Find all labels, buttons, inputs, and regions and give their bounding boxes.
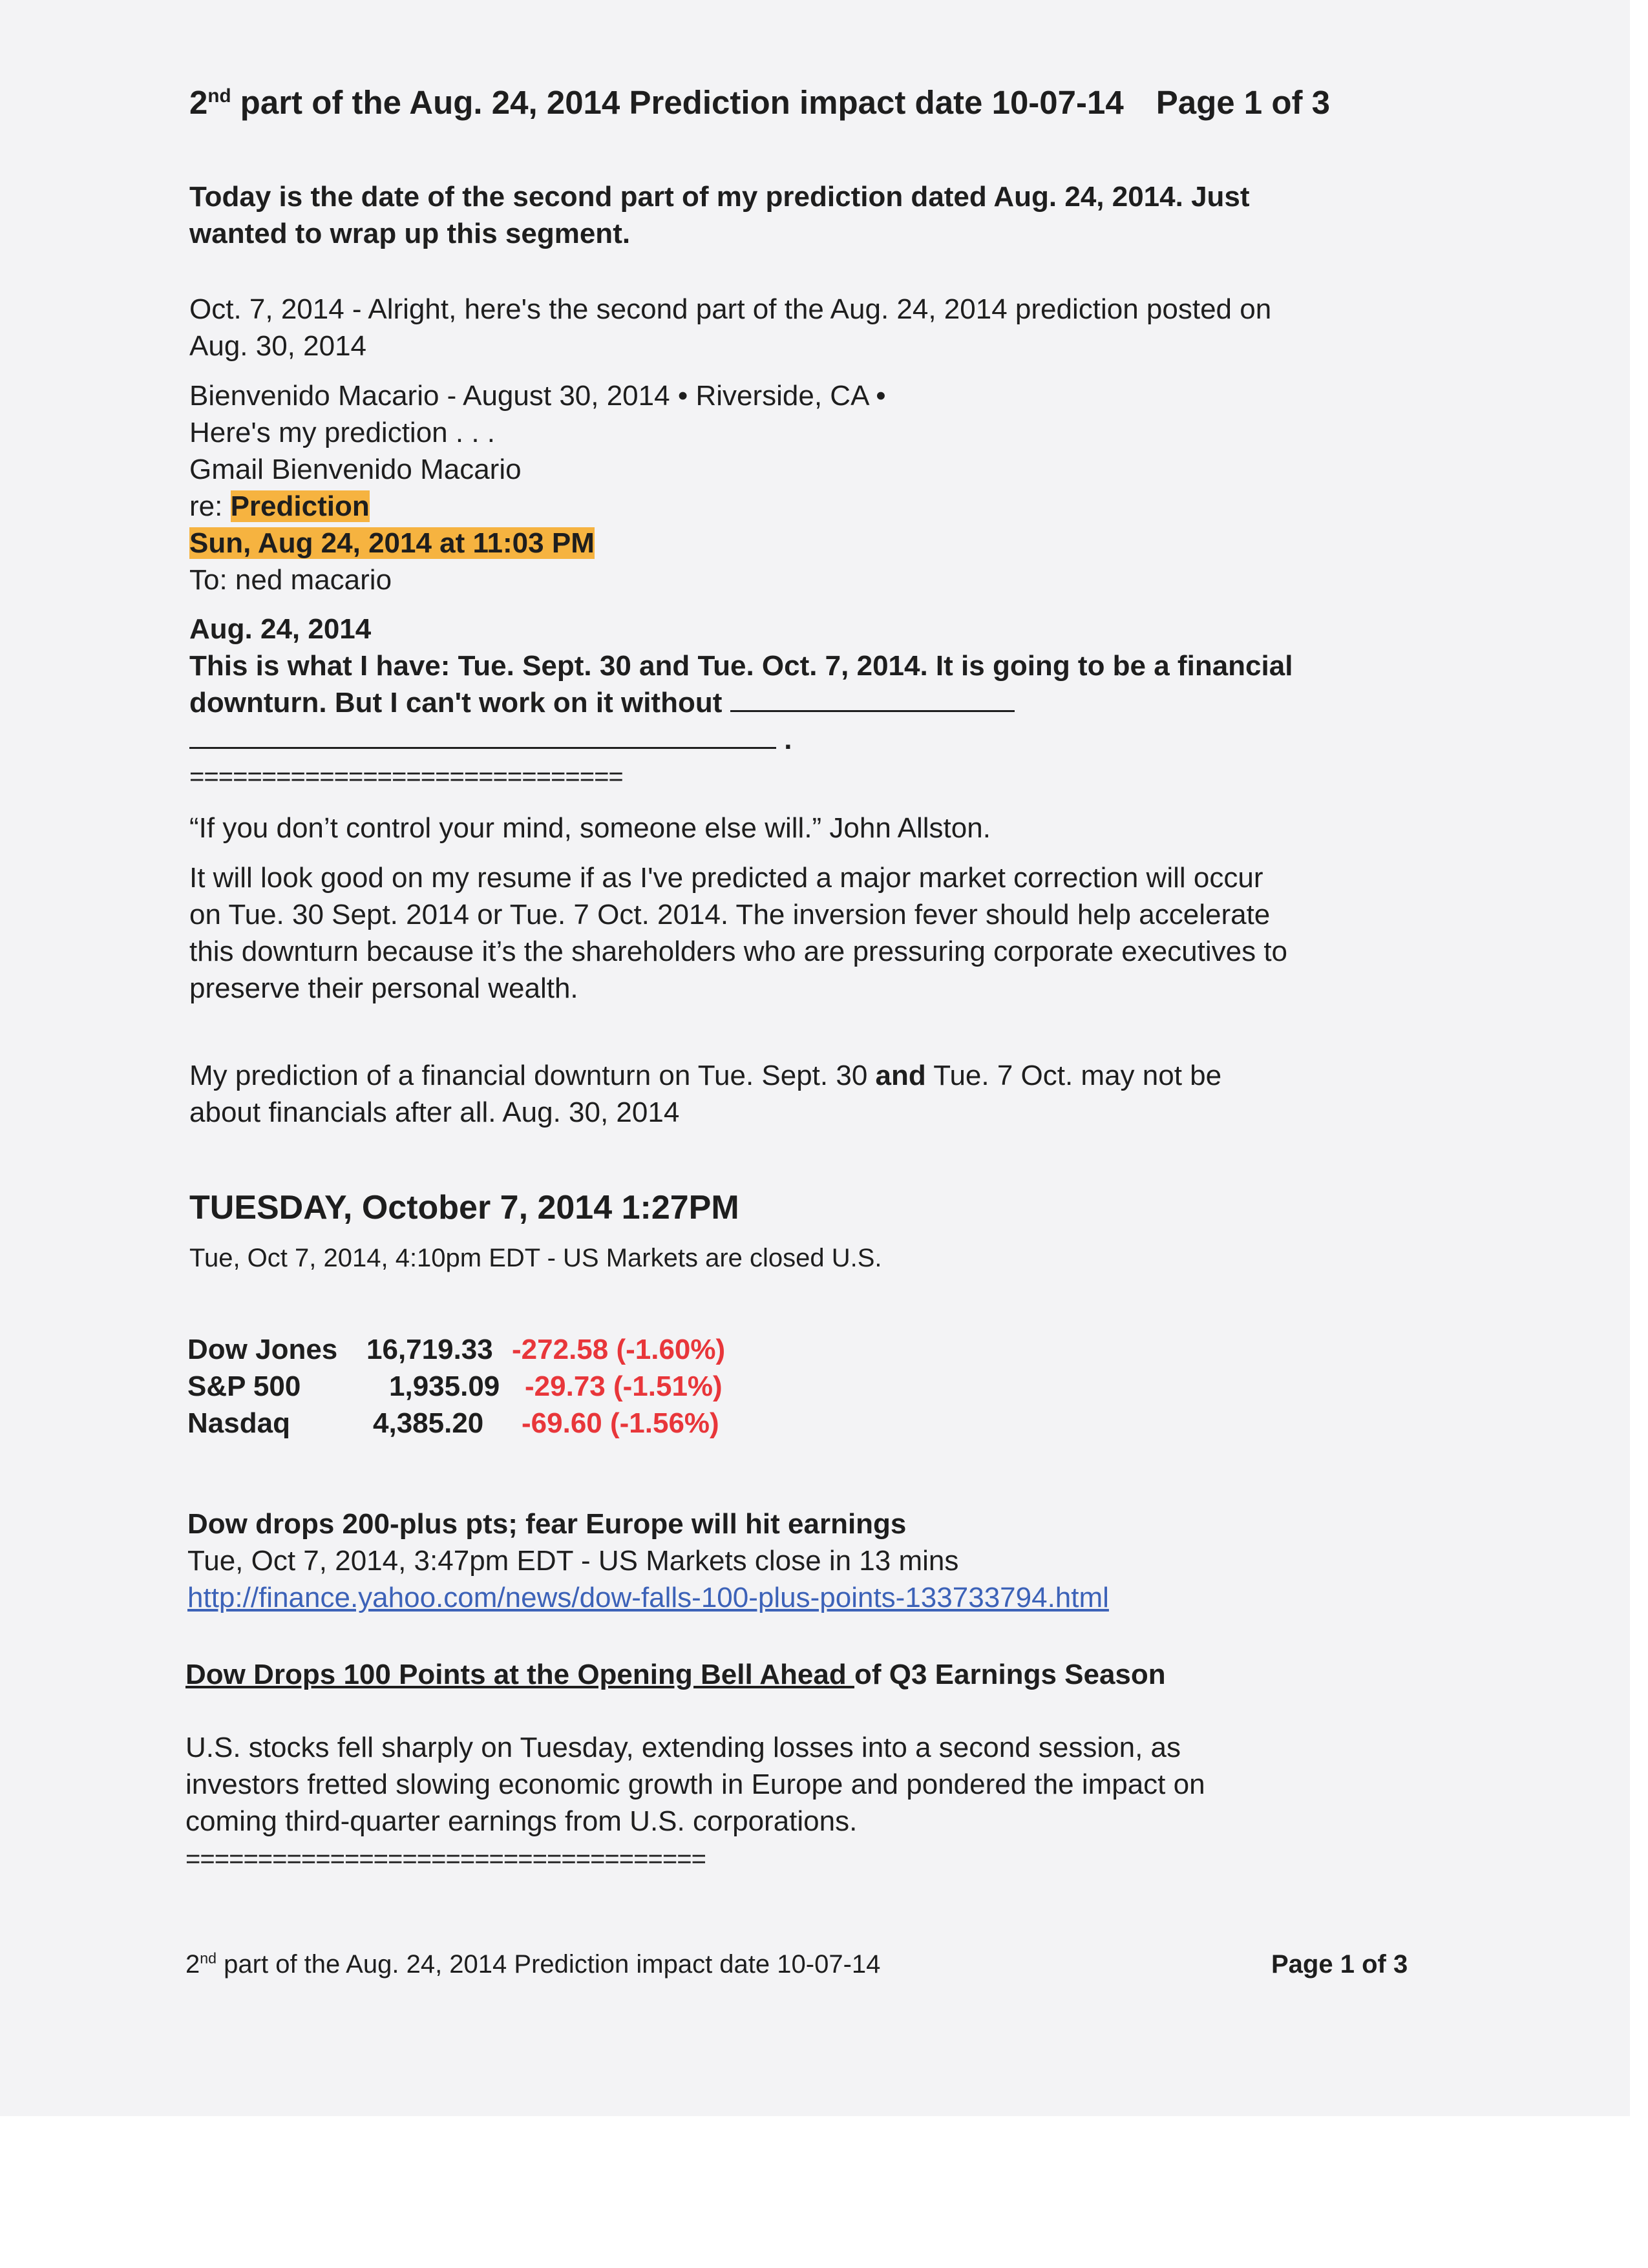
email-block [189, 377, 1482, 598]
quote: “If you don’t control your mind, someone else will.” John Allston. [189, 812, 991, 844]
email-subject: re: Prediction [189, 490, 370, 522]
news-timestamp: Tue, Oct 7, 2014, 3:47pm EDT - US Markets close in 13 mins [187, 1545, 959, 1577]
email-sent: Sun, Aug 24, 2014 at 11:03 PM [189, 527, 595, 559]
footer-page-number: Page 1 of 3 [1271, 1950, 1408, 1979]
article-title: Dow Drops 100 Points at the Opening Bell Ahead of Q3 Earnings Season [185, 1659, 1166, 1690]
prediction-line1: This is what I have: Tue. Sept. 30 and Tue. Oct. 7, 2014. It is going to be a financial [189, 650, 1293, 682]
header-title: 2nd part of the Aug. 24, 2014 Prediction impact date 10-07-14 [189, 84, 1124, 121]
prediction-line2: downturn. But I can't work on it without [189, 684, 1482, 721]
email-from: Gmail Bienvenido Macario [189, 454, 522, 485]
email-to: To: ned macario [189, 564, 392, 596]
email-lead: Here's my prediction . . . [189, 417, 495, 448]
news-block [187, 1506, 1480, 1616]
tuesday-heading: TUESDAY, October 7, 2014 1:27PM [189, 1189, 739, 1226]
separator: ============================== [189, 764, 623, 790]
intro-paragraph: Today is the date of the second part of my prediction dated Aug. 24, 2014. Just wanted to wrap up this segment. [189, 181, 1250, 249]
market-row: S&P 500 1,935.09 -29.73 (-1.51%) [187, 1370, 723, 1402]
prediction-date: Aug. 24, 2014 [189, 613, 372, 645]
market-status: Tue, Oct 7, 2014, 4:10pm EDT - US Markets are closed U.S. [189, 1244, 882, 1272]
followup-paragraph: My prediction of a financial downturn on Tue. Sept. 30 and Tue. 7 Oct. may not be about financials after all. Aug. 30, 2014 [189, 1060, 1222, 1128]
header-page-label: Page 1 of 3 [1156, 84, 1331, 121]
article-body: U.S. stocks fell sharply on Tuesday, extending losses into a second session, as investors fretted slowing economic growth in Europe and pondered the impact on coming third-quarter earnings from U.S. corporations. [185, 1732, 1205, 1837]
email-byline: Bienvenido Macario - August 30, 2014 • Riverside, CA • [189, 380, 886, 412]
blank-line [730, 684, 1015, 712]
separator: ==================================== [185, 1846, 706, 1872]
oct7-paragraph: Oct. 7, 2014 - Alright, here's the second part of the Aug. 24, 2014 prediction posted on Aug. 30, 2014 [189, 293, 1272, 362]
prediction-block [189, 611, 1482, 758]
page-header [189, 83, 1547, 123]
resume-paragraph: It will look good on my resume if as I've predicted a major market correction will occur on Tue. 30 Sept. 2014 or Tue. 7 Oct. 2014. The inversion fever should help accelerate this downturn because it’s the shareholders who are pressuring corporate executives to preserve their personal wealth. [189, 862, 1288, 1004]
market-row: Dow Jones 16,719.33 -272.58 (-1.60%) [187, 1334, 726, 1365]
news-headline: Dow drops 200-plus pts; fear Europe will hit earnings [187, 1508, 907, 1540]
market-row: Nasdaq 4,385.20 -69.60 (-1.56%) [187, 1407, 719, 1439]
page-footer: 2nd part of the Aug. 24, 2014 Prediction impact date 10-07-14 [185, 1949, 881, 1979]
subject-highlight: Prediction [230, 490, 370, 522]
blank-line [189, 721, 776, 749]
prediction-line3: . [189, 721, 1482, 758]
news-link[interactable]: http://finance.yahoo.com/news/dow-falls-100-plus-points-133733794.html [187, 1582, 1109, 1613]
market-table [187, 1331, 1480, 1442]
